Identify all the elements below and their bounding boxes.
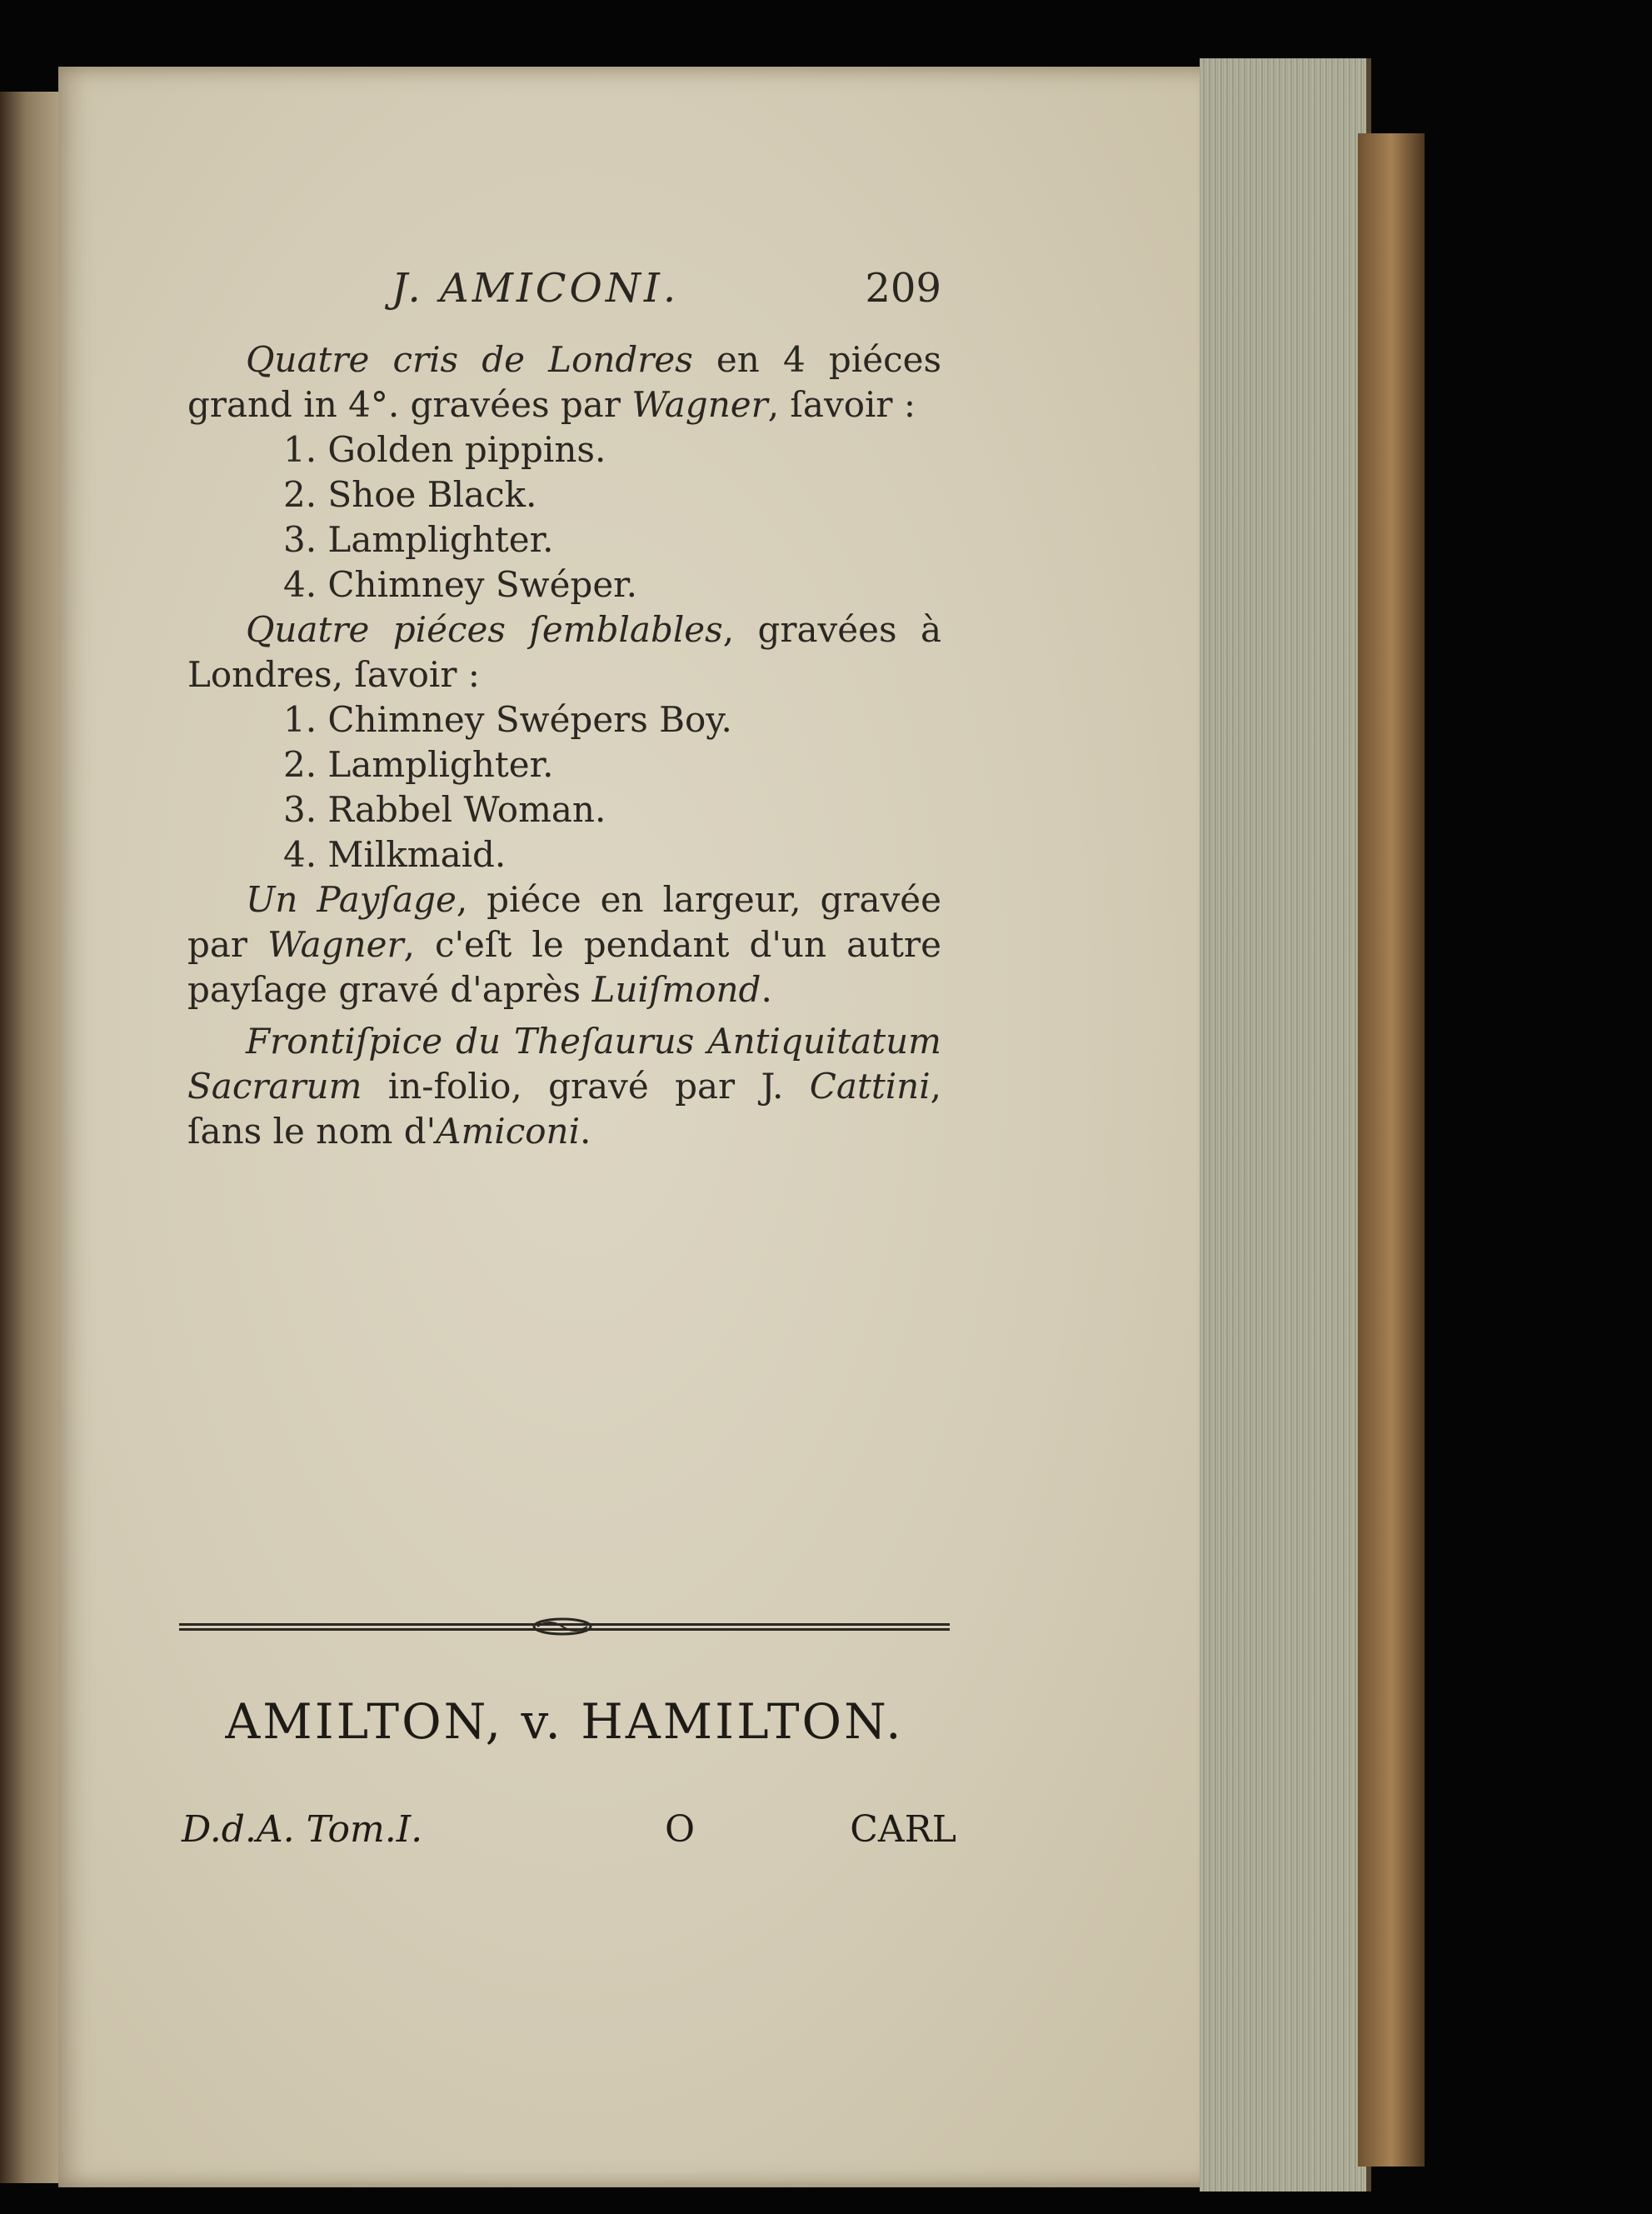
page-number: 209	[865, 265, 941, 312]
paragraph-2: Quatre piéces ſemblables, gravées à Londres, ſavoir :	[187, 609, 942, 695]
section-heading: AMILTON, v. HAMILTON.	[225, 1693, 904, 1750]
list-item: 3. Rabbel Woman.	[283, 789, 606, 830]
paragraph-1: Quatre cris de Londres en 4 piéces grand in 4°. gravées par Wagner, ſavoir :	[187, 339, 941, 425]
work-title: Un Payſage	[246, 879, 457, 920]
body-text	[187, 337, 941, 1154]
list-item: 2. Shoe Black.	[283, 474, 537, 515]
signature-mark: O	[665, 1808, 696, 1851]
list-item: 1. Chimney Swépers Boy.	[283, 699, 732, 740]
ornamental-rule	[179, 1617, 950, 1637]
artist-name: Amiconi	[436, 1111, 581, 1152]
page-edges	[1200, 58, 1371, 2192]
paragraph-4: Frontiſpice du Theſaurus Antiquitatum Sacrarum in-folio, gravé par J. Cattini, ſans le nom d'Amiconi.	[187, 1021, 941, 1152]
list-item: 1. Golden pippins.	[283, 429, 606, 470]
signature-line: D.d.A. Tom.I.	[182, 1808, 423, 1851]
artist-name: Luiſmond	[591, 969, 761, 1010]
list-item: 4. Milkmaid.	[283, 834, 507, 875]
list-1	[283, 427, 941, 607]
running-header	[392, 265, 941, 312]
list-item: 3. Lamplighter.	[283, 519, 554, 560]
list-item: 4. Chimney Swéper.	[283, 564, 637, 605]
engraver-name: Wagner	[631, 384, 768, 425]
facing-page-edge	[0, 92, 67, 2183]
book-cover-edge	[1358, 133, 1425, 2167]
page-footer	[182, 1808, 956, 1858]
paragraph-3: Un Payſage, piéce en largeur, gravée par Wagner, c'eſt le pendant d'un autre payſage gravé d'après Luiſmond.	[187, 879, 942, 1010]
engraver-name: Cattini	[809, 1066, 931, 1107]
list-2	[283, 697, 941, 877]
work-title: Quatre piéces ſemblables	[246, 609, 723, 650]
list-item: 2. Lamplighter.	[283, 744, 554, 785]
engraver-name: Wagner	[267, 924, 404, 965]
catchword: CARL	[850, 1808, 956, 1851]
running-title: J. AMICONI.	[392, 265, 680, 312]
work-title: Frontiſpice du Theſaurus Antiquitatum Sacrarum	[187, 1021, 941, 1107]
work-title: Quatre cris de Londres	[246, 339, 693, 380]
